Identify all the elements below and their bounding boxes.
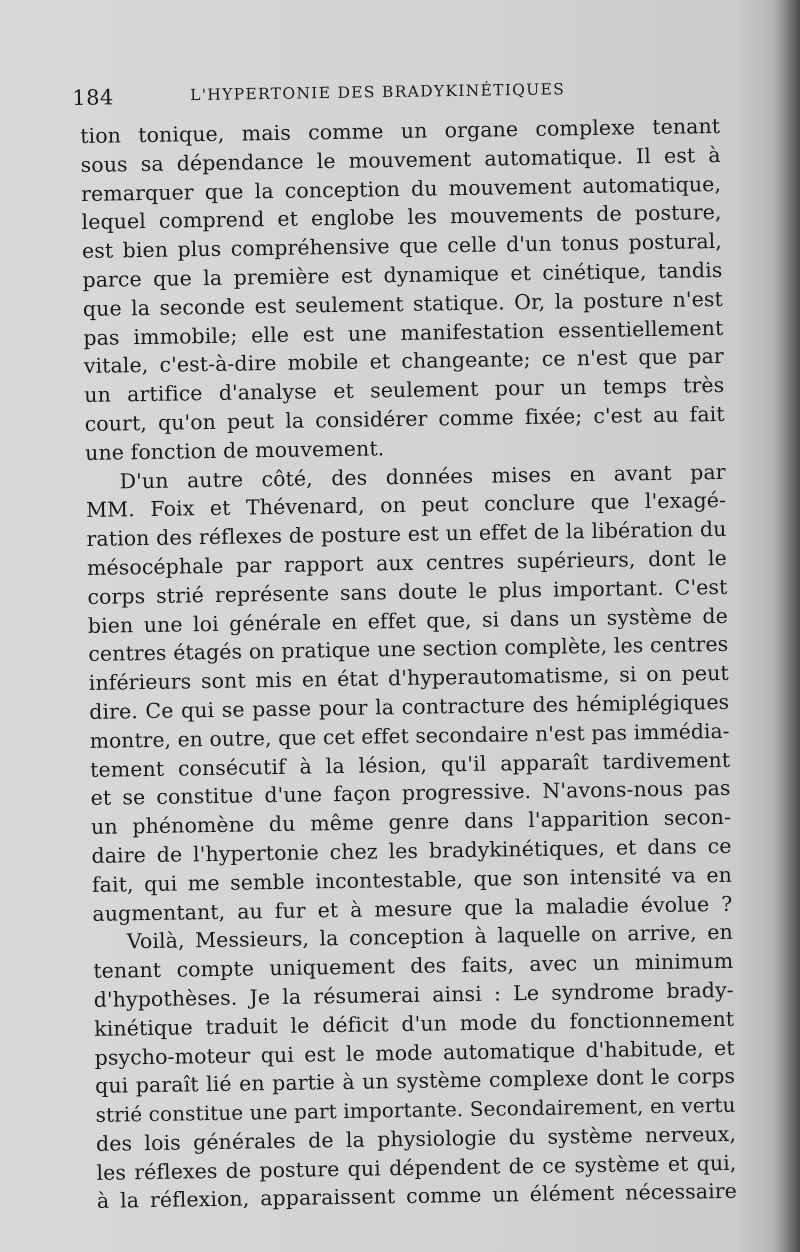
text-line: pas immobile; elle est une manifestation essentiellement [83, 315, 724, 350]
text-line: D'un autre côté, des données mises en avant par [119, 459, 726, 493]
text-line: tenant compte uniquement des faits, avec un minimum [93, 948, 734, 984]
text-line: augmentant, au fur et à mesure que la maladie évolue ? [92, 891, 733, 926]
text-line: une fonction de mouvement. [85, 436, 385, 465]
text-line: bien une loi générale en effet que, si dans un système de [87, 603, 729, 638]
text-line: Voilà, Messieurs, la conception à laquelle on arrive, en [126, 920, 733, 954]
text-line: et se constitue d'une façon progressive. N'avons-nous pas [90, 776, 731, 811]
text-line: un phénomène du même genre dans l'apparition secon- [90, 804, 732, 840]
text-line: corps strié représente sans doute le plus important. C'est [87, 574, 728, 609]
text-line: est bien plus compréhensive que celle d'un tonus postural, [81, 229, 723, 264]
body-text [80, 112, 737, 1216]
text-line: MM. Foix et Thévenard, on peut conclure que l'exagé- [85, 488, 727, 523]
text-line: vitale, c'est-à-dire mobile et changeante; ce n'est que par [83, 344, 724, 379]
text-line: mésocéphale par rapport aux centres supérieurs, dont le [86, 545, 728, 580]
text-line: kinétique traduit le déficit d'un mode du fonctionnement [94, 1006, 735, 1041]
text-line: tion tonique, mais comme un organe complexe tenant [80, 113, 721, 148]
text-line: dire. Ce qui se passe pour la contracture des hémiplégiques [89, 689, 730, 724]
text-line: à la réflexion, apparaissent comme un élément nécessaire [96, 1179, 738, 1214]
text-line: psycho-moteur qui est le mode automatique d'habitude, et [94, 1035, 735, 1070]
text-line: inférieurs sont mis en état d'hyperautomatisme, si on peut [88, 661, 729, 696]
text-line: parce que la première est dynamique et cinétique, tandis [82, 257, 723, 292]
text-line: centres étagés on pratique une section complète, les centres [88, 632, 729, 667]
text-line: les réflexes de posture qui dépendent de ce système et qui, [96, 1150, 737, 1185]
text-line: strié constitue une part importante. Secondairement, en vertu [95, 1092, 736, 1127]
text-line: sous sa dépendance le mouvement automatique. Il est à [80, 142, 721, 177]
running-head: L'HYPERTONIE DES BRADYKINÉTIQUES [190, 80, 566, 105]
text-line: que la seconde est seulement statique. Or, la posture n'est [82, 286, 724, 321]
text-line: lequel comprend et englobe les mouvements de posture, [81, 200, 722, 235]
text-line: ration des réflexes de posture est un effet de la libération du [86, 517, 727, 552]
text-line: tement consécutif à la lésion, qu'il apparaît tardivement [89, 747, 731, 782]
text-line: fait, qui me semble incontestable, que son intensité va en [91, 862, 733, 897]
gutter-shadow [772, 0, 800, 1252]
text-line: des lois générales de la physiologie du système nerveux, [95, 1121, 737, 1156]
text-line: un artifice d'analyse et seulement pour un temps très [84, 373, 725, 408]
page-number: 184 [72, 85, 114, 110]
text-line: d'hypothèses. Je la résumerai ainsi : Le syndrome brady- [93, 977, 734, 1012]
page-header [72, 74, 712, 114]
text-line: montre, en outre, que cet effet secondaire n'est pas immédia- [89, 718, 730, 753]
text-line: remarquer que la conception du mouvement automatique, [80, 171, 722, 206]
text-line: court, qu'on peut la considérer comme fixée; c'est au fait [84, 401, 725, 436]
text-line: daire de l'hypertonie chez les bradykinétiques, et dans ce [91, 833, 732, 868]
text-line: qui paraît lié en partie à un système complexe dont le corps [94, 1064, 736, 1099]
